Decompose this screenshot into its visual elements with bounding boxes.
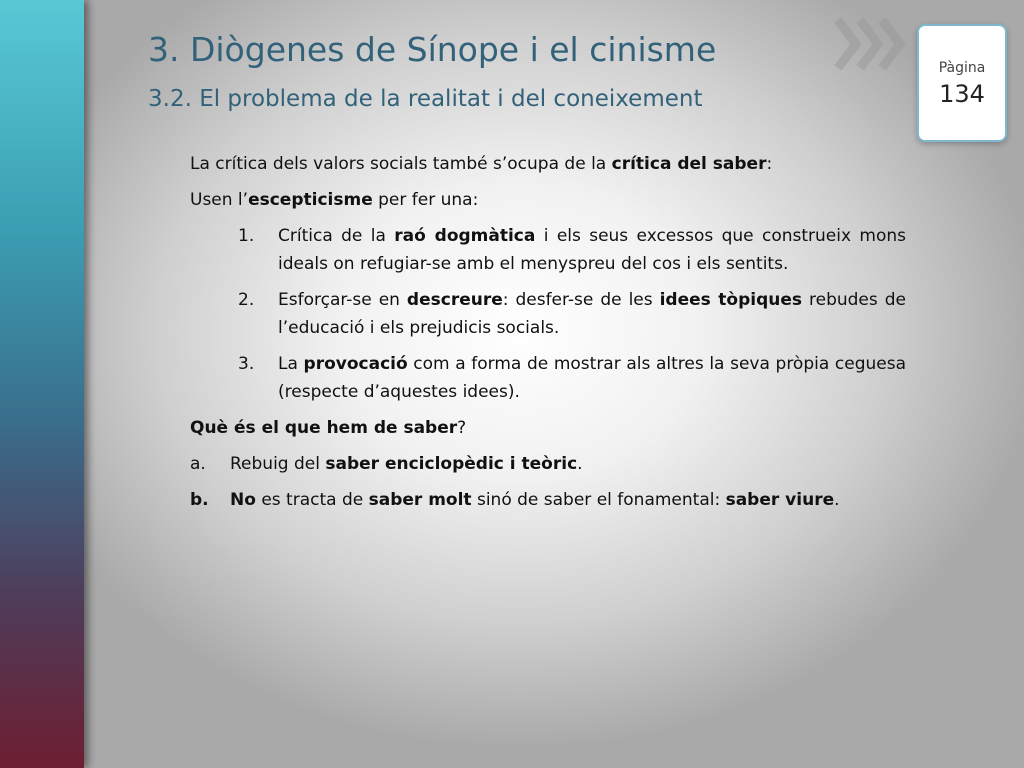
numbered-item-1 (190, 222, 906, 278)
numbered-item-2 (190, 286, 906, 342)
left-accent-bar (0, 0, 84, 768)
list-marker: 3. (238, 354, 255, 374)
list-item-text: La provocació com a forma de mostrar als altres la seva pròpia ceguesa (respecte d’aquestes idees). (278, 354, 906, 402)
list-item-text: Esforçar-se en descreure: desfer-se de les idees tòpiques rebudes de l’educació i els prejudicis socials. (278, 290, 906, 338)
list-marker: 1. (238, 226, 255, 246)
list-marker: 2. (238, 290, 255, 310)
lettered-item-a (190, 450, 906, 478)
slide-title: 3. Diògenes de Sínope i el cinisme (148, 30, 717, 69)
list-item-text: Rebuig del saber enciclopèdic i teòric. (230, 454, 583, 474)
slide-subtitle: 3.2. El problema de la realitat i del coneixement (148, 86, 703, 112)
lettered-item-b (190, 486, 906, 514)
slide-content (190, 150, 906, 522)
numbered-item-3 (190, 350, 906, 406)
list-item-text: Crítica de la raó dogmàtica i els seus excessos que construeix mons ideals on refugiar-se amb el menyspreu del cos i els sentits. (278, 226, 906, 274)
question-paragraph: Què és el que hem de saber? (190, 418, 467, 438)
chevron-decoration-icon (830, 14, 910, 74)
list-marker: a. (190, 454, 206, 474)
page-label: Pàgina (938, 60, 986, 76)
intro-paragraph-1: La crítica dels valors socials també s’ocupa de la crítica del saber: (190, 154, 773, 174)
intro-paragraph-2: Usen l’escepticisme per fer una: (190, 190, 479, 210)
page-number-box (917, 24, 1007, 142)
page-number: 134 (939, 80, 985, 108)
list-marker: b. (190, 490, 209, 510)
list-item-text: No es tracta de saber molt sinó de saber el fonamental: saber viure. (230, 490, 840, 510)
